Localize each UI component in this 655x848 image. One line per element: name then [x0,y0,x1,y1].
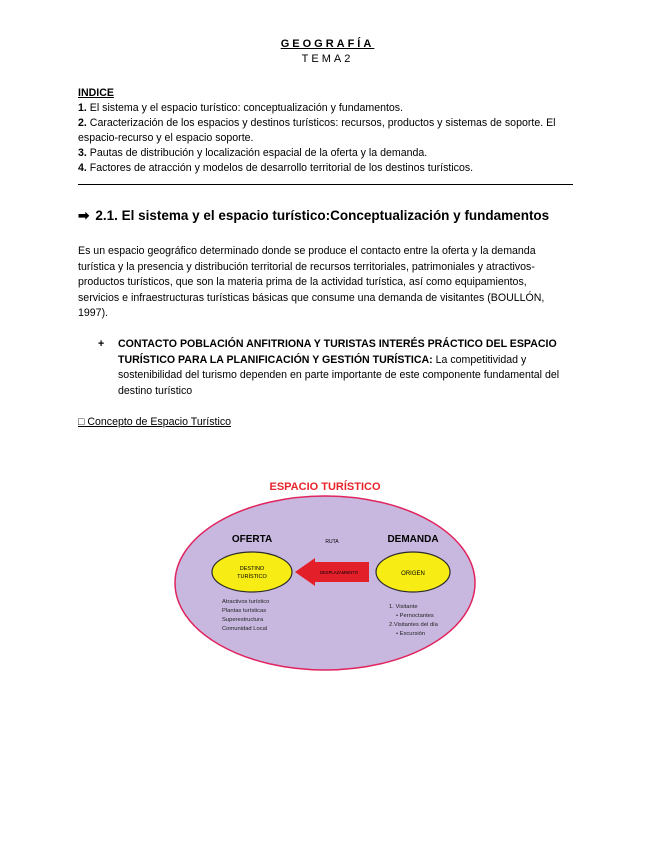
index-section [78,86,568,176]
plus-bullet-icon: + [98,338,105,350]
oferta-item: Superestructura [222,617,264,623]
bullet-rest-text: La competitividad y sostenibilidad del turismo dependen en parte importante de este componente fundamental del destino turístico [118,353,560,397]
destino-node [212,552,292,592]
demanda-item: • Pernoctantes [396,613,434,619]
document-title: GEOGRAFÍA [280,38,375,50]
demanda-item: 2.Visitantes del día [389,622,438,628]
index-item-4 [78,161,568,176]
right-arrow-icon: ➡ [78,208,90,223]
demanda-item: • Excursión [396,631,426,637]
demanda-label: DEMANDA [387,534,439,545]
index-item-number: 4. [78,162,87,174]
box-icon: □ [78,416,85,428]
destino-label-1: DESTINO [239,566,265,572]
section-heading-text: 2.1. El sistema y el espacio turístico:Conceptualización y fundamentos [95,208,550,223]
index-item-text: El sistema y el espacio turístico: conceptualización y fundamentos. [86,102,404,114]
demanda-item: 1. Visitante [389,604,418,610]
index-heading: INDICE [78,87,114,99]
index-item-1 [78,101,568,116]
index-item-2 [78,116,568,146]
document-subtitle: TEMA2 [301,53,354,65]
oferta-item: Comunidad Local [222,626,268,632]
index-item-number: 3. [78,147,87,159]
index-item-text: Factores de atracción y modelos de desarrollo territorial de los destinos turísticos. [86,162,474,174]
desplazamiento-label: DESPLAZAMIENTO [319,570,359,575]
concept-link-text: Concepto de Espacio Turístico [84,416,232,428]
index-item-number: 2. [78,117,87,129]
bullet-body [118,337,568,399]
bullet-strong-text: CONTACTO POBLACIÓN ANFITRIONA Y TURISTAS INTERÉS PRÁCTICO DEL ESPACIO TURÍSTICO PARA LA PLANIFICACIÓN Y GESTIÓN TURÍSTICA: [118,338,557,366]
bullet-item [98,337,568,399]
origen-label: ORIGEN [401,571,425,577]
diagram-title: ESPACIO TURÍSTICO [269,481,381,493]
destino-label-2: TURÍSTICO [237,574,267,580]
oferta-label: OFERTA [231,534,273,545]
oferta-item: Atractivos turístico [222,599,270,605]
index-item-number: 1. [78,102,87,114]
section-heading [78,208,598,224]
index-item-3 [78,146,568,161]
section-paragraph: Es un espacio geográfico determinado donde se produce el contacto entre la oferta y la demanda turística y la presencia y distribución territorial de recursos territoriales, patrimoniales y atractivos-productos turísticos, que son la materia prima de la actividad turística, así como equipamientos, servicios e infraestructuras turísticas básicas que consume una demanda de visitantes (BOULLÓN, 1997). [78,245,545,319]
espacio-turistico-diagram [170,470,480,680]
ruta-label: RUTA [325,539,339,545]
index-item-text: Pautas de distribución y localización espacial de la oferta y la demanda. [86,147,428,159]
section-divider [78,184,573,185]
concept-link[interactable] [78,416,231,428]
oferta-item: Plantas turísticas [222,608,267,614]
index-item-text: Caracterización de los espacios y destinos turísticos: recursos, productos y sistemas de soporte. El espacio-recurso y el espacio soporte. [78,117,556,144]
